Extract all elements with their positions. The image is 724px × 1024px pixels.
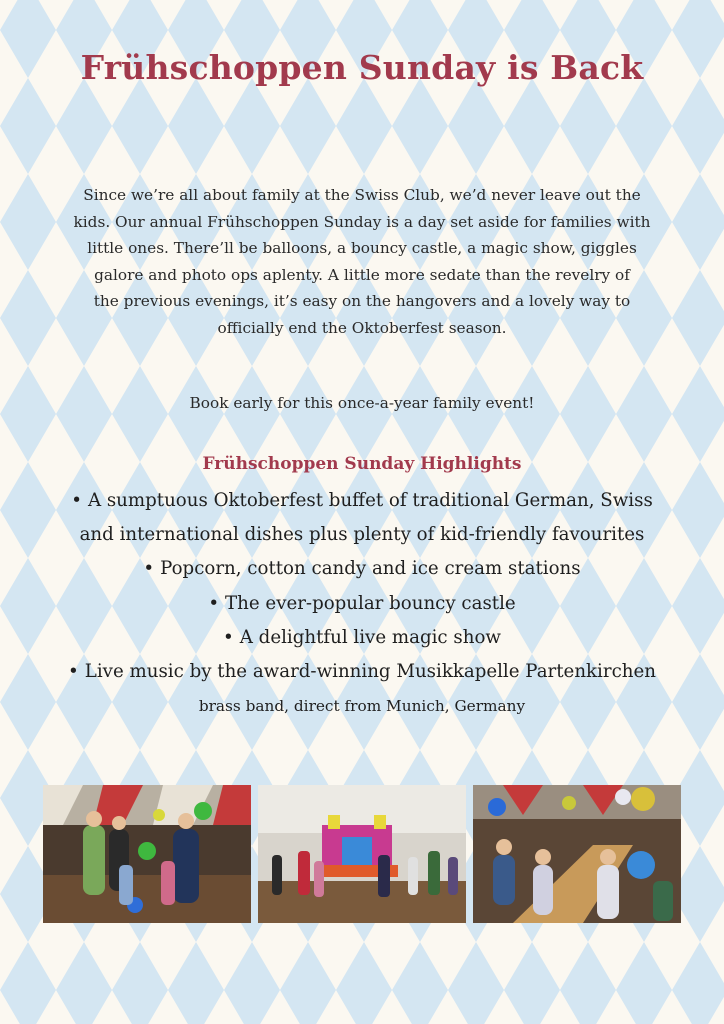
bullet-icon: •: [71, 490, 82, 511]
bullet-icon: •: [68, 661, 79, 683]
highlight-text: Popcorn, cotton candy and ice cream stations: [160, 558, 581, 580]
highlight-text: Live music by the award-winning Musikkapelle Partenkirchen: [84, 661, 656, 683]
intro-line: kids. Our annual Frühschoppen Sunday is a day set aside for families with: [73, 212, 651, 231]
bouncy-castle-photo: [258, 785, 466, 923]
bullet-icon: •: [143, 558, 155, 580]
page-title: Frühschoppen Sunday is Back: [80, 48, 644, 87]
photo-strip: [43, 785, 681, 923]
highlight-text: The ever-popular bouncy castle: [225, 592, 516, 614]
bullet-icon: •: [208, 592, 220, 614]
highlight-continuation: brass band, direct from Munich, Germany: [198, 697, 526, 715]
intro-line: galore and photo ops aplenty. A little more sedate than the revelry of: [94, 265, 630, 284]
highlight-text: A sumptuous Oktoberfest buffet of traditional German, Swiss: [87, 490, 653, 511]
highlight-item: [30, 552, 694, 586]
intro-paragraph: [52, 182, 672, 341]
highlight-item: [30, 484, 694, 518]
children-tables-photo: [473, 785, 681, 923]
highlight-item: [30, 587, 694, 621]
highlight-item: [30, 655, 694, 689]
highlights-heading: Frühschoppen Sunday Highlights: [202, 454, 522, 474]
intro-line: little ones. There’ll be balloons, a bouncy castle, a magic show, giggles: [87, 239, 637, 257]
intro-line: Since we’re all about family at the Swiss Club, we’d never leave out the: [83, 186, 641, 204]
intro-line: officially end the Oktoberfest season.: [217, 318, 507, 337]
highlight-item: [30, 621, 694, 655]
booking-note: Book early for this once-a-year family event!: [189, 394, 535, 412]
intro-line: the previous evenings, it’s easy on the hangovers and a lovely way to: [93, 292, 631, 310]
highlight-item: [30, 518, 694, 552]
highlight-text: and international dishes plus plenty of kid-friendly favourites: [79, 524, 645, 546]
bullet-icon: •: [223, 626, 234, 648]
family-photo: [43, 785, 251, 923]
highlight-text: A delightful live magic show: [239, 626, 501, 648]
highlights-list: [30, 484, 694, 689]
